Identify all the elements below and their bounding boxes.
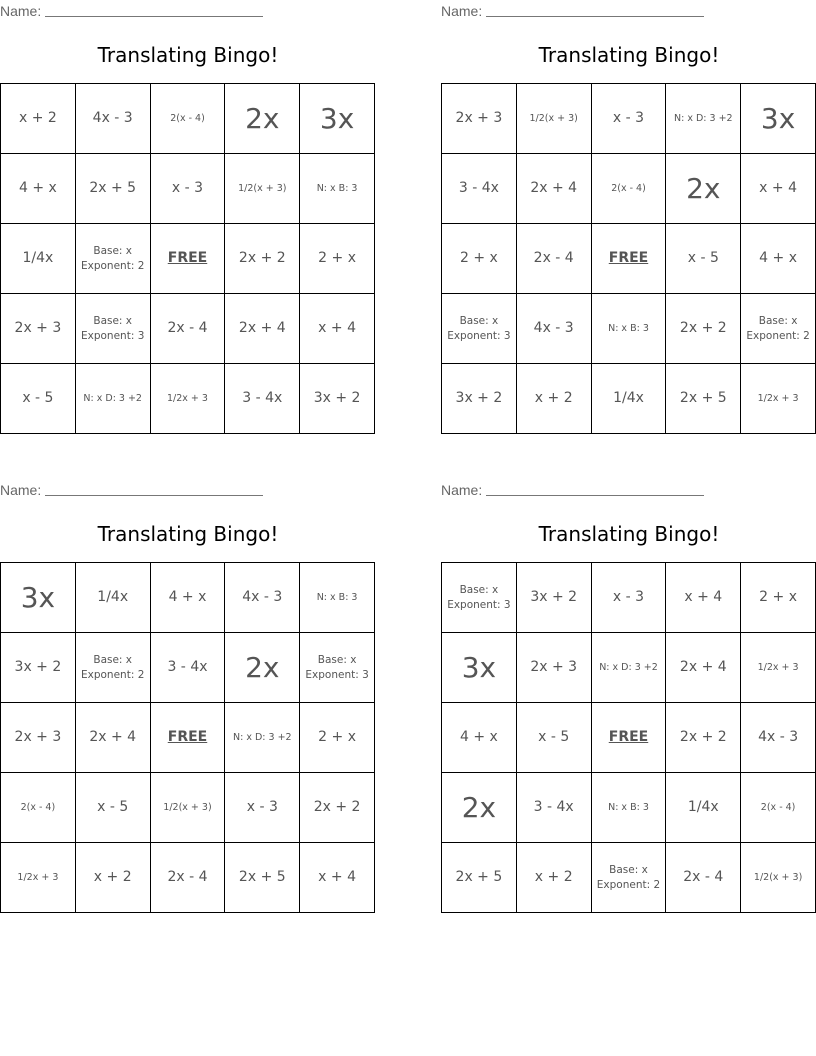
bingo-cell: 3x	[442, 633, 517, 703]
bingo-cell: 3 - 4x	[225, 364, 300, 434]
free-space: FREE	[151, 703, 226, 773]
bingo-cell: Base: x Exponent: 3	[442, 294, 517, 364]
bingo-cell: 1/2x + 3	[1, 843, 76, 913]
name-label: Name:	[441, 3, 483, 19]
bingo-cell: 2x + 4	[225, 294, 300, 364]
bingo-cell: 4 + x	[442, 703, 517, 773]
bingo-cell: x + 4	[300, 294, 375, 364]
bingo-cell: x - 3	[225, 773, 300, 843]
bingo-cell: 3x	[1, 563, 76, 633]
bingo-cell: 2 + x	[741, 563, 816, 633]
bingo-cell: 2x + 2	[666, 294, 741, 364]
bingo-cell: 4x - 3	[225, 563, 300, 633]
bingo-cell: 1/2x + 3	[151, 364, 226, 434]
bingo-card-1	[0, 0, 376, 434]
bingo-cell: 2x + 3	[517, 633, 592, 703]
bingo-cell: 2x - 4	[151, 843, 226, 913]
bingo-cell: Base: x Exponent: 3	[76, 294, 151, 364]
bingo-cell: 3x	[300, 84, 375, 154]
bingo-cell: 2x + 5	[225, 843, 300, 913]
bingo-cell: Base: x Exponent: 2	[76, 633, 151, 703]
bingo-cell: 3x + 2	[1, 633, 76, 703]
card-title: Translating Bingo!	[97, 522, 279, 546]
name-label: Name:	[0, 3, 42, 19]
bingo-cell: x - 5	[1, 364, 76, 434]
bingo-cell: x - 5	[666, 224, 741, 294]
bingo-cell: x + 2	[76, 843, 151, 913]
bingo-cell: 2x + 5	[442, 843, 517, 913]
bingo-cell: N: x B: 3	[592, 294, 667, 364]
bingo-cell: 1/2(x + 3)	[225, 154, 300, 224]
bingo-cell: 2x + 4	[666, 633, 741, 703]
free-space: FREE	[592, 224, 667, 294]
bingo-cell: 2x	[225, 633, 300, 703]
bingo-cell: 3x + 2	[300, 364, 375, 434]
name-label: Name:	[441, 482, 483, 498]
bingo-cell: 2(x - 4)	[741, 773, 816, 843]
bingo-cell: 4 + x	[741, 224, 816, 294]
free-space: FREE	[592, 703, 667, 773]
bingo-cell: 1/4x	[592, 364, 667, 434]
bingo-cell: N: x D: 3 +2	[666, 84, 741, 154]
bingo-cell: Base: x Exponent: 3	[442, 563, 517, 633]
bingo-cell: N: x B: 3	[592, 773, 667, 843]
bingo-cell: x + 4	[300, 843, 375, 913]
name-row	[0, 482, 263, 498]
bingo-grid	[441, 562, 816, 913]
bingo-cell: 2x + 4	[517, 154, 592, 224]
bingo-cell: x - 3	[592, 84, 667, 154]
name-blank-line	[45, 495, 263, 496]
bingo-cell: N: x B: 3	[300, 154, 375, 224]
bingo-cell: Base: x Exponent: 2	[76, 224, 151, 294]
card-title: Translating Bingo!	[538, 43, 720, 67]
bingo-cell: 2 + x	[300, 703, 375, 773]
name-blank-line	[486, 495, 704, 496]
bingo-cell: 2x	[225, 84, 300, 154]
bingo-cell: 1/2(x + 3)	[151, 773, 226, 843]
bingo-cell: 2x + 4	[76, 703, 151, 773]
bingo-cell: 2x - 4	[666, 843, 741, 913]
bingo-cell: 2x + 2	[300, 773, 375, 843]
bingo-cell: 2x	[442, 773, 517, 843]
bingo-cell: Base: x Exponent: 2	[741, 294, 816, 364]
bingo-card-3	[0, 479, 376, 913]
bingo-cell: x + 4	[741, 154, 816, 224]
bingo-cell: 4 + x	[1, 154, 76, 224]
bingo-card-4	[441, 479, 816, 913]
bingo-cell: 2x + 3	[442, 84, 517, 154]
bingo-grid	[441, 83, 816, 434]
bingo-cell: 2(x - 4)	[151, 84, 226, 154]
bingo-cell: x + 2	[517, 364, 592, 434]
bingo-cell: 2 + x	[442, 224, 517, 294]
name-row	[441, 3, 704, 19]
name-blank-line	[45, 16, 263, 17]
bingo-cell: 1/2x + 3	[741, 364, 816, 434]
bingo-cell: 2(x - 4)	[1, 773, 76, 843]
bingo-cell: 2x - 4	[151, 294, 226, 364]
bingo-cell: 2x - 4	[517, 224, 592, 294]
bingo-cell: 3 - 4x	[151, 633, 226, 703]
card-title: Translating Bingo!	[538, 522, 720, 546]
bingo-cell: 1/2x + 3	[741, 633, 816, 703]
bingo-cell: 1/4x	[1, 224, 76, 294]
bingo-cell: Base: x Exponent: 3	[300, 633, 375, 703]
bingo-cell: 2x + 2	[225, 224, 300, 294]
bingo-cell: N: x B: 3	[300, 563, 375, 633]
bingo-cell: 3 - 4x	[517, 773, 592, 843]
bingo-cell: N: x D: 3 +2	[592, 633, 667, 703]
bingo-cell: x - 5	[517, 703, 592, 773]
bingo-grid	[0, 83, 375, 434]
bingo-cell: N: x D: 3 +2	[76, 364, 151, 434]
bingo-cell: 2x + 2	[666, 703, 741, 773]
bingo-cell: 2x + 3	[1, 703, 76, 773]
bingo-cell: Base: x Exponent: 2	[592, 843, 667, 913]
bingo-grid	[0, 562, 375, 913]
bingo-cell: 1/2(x + 3)	[517, 84, 592, 154]
bingo-cell: x + 2	[517, 843, 592, 913]
bingo-cell: x + 4	[666, 563, 741, 633]
name-label: Name:	[0, 482, 42, 498]
bingo-cell: 4 + x	[151, 563, 226, 633]
free-space: FREE	[151, 224, 226, 294]
bingo-cell: N: x D: 3 +2	[225, 703, 300, 773]
bingo-card-2	[441, 0, 816, 434]
bingo-cell: 1/2(x + 3)	[741, 843, 816, 913]
bingo-cell: 2(x - 4)	[592, 154, 667, 224]
bingo-cell: 4x - 3	[517, 294, 592, 364]
bingo-cell: 2x + 3	[1, 294, 76, 364]
bingo-cell: x - 3	[151, 154, 226, 224]
bingo-cell: 2x + 5	[76, 154, 151, 224]
bingo-cell: 2 + x	[300, 224, 375, 294]
bingo-cell: 3 - 4x	[442, 154, 517, 224]
bingo-cell: 3x + 2	[517, 563, 592, 633]
bingo-cell: 3x + 2	[442, 364, 517, 434]
bingo-cell: x - 5	[76, 773, 151, 843]
name-blank-line	[486, 16, 704, 17]
bingo-cell: 2x	[666, 154, 741, 224]
bingo-cell: 2x + 5	[666, 364, 741, 434]
bingo-cell: 4x - 3	[76, 84, 151, 154]
name-row	[441, 482, 704, 498]
bingo-cell: 3x	[741, 84, 816, 154]
card-title: Translating Bingo!	[97, 43, 279, 67]
bingo-cell: 1/4x	[76, 563, 151, 633]
bingo-cell: x + 2	[1, 84, 76, 154]
bingo-cell: 4x - 3	[741, 703, 816, 773]
bingo-cell: x - 3	[592, 563, 667, 633]
bingo-cell: 1/4x	[666, 773, 741, 843]
name-row	[0, 3, 263, 19]
